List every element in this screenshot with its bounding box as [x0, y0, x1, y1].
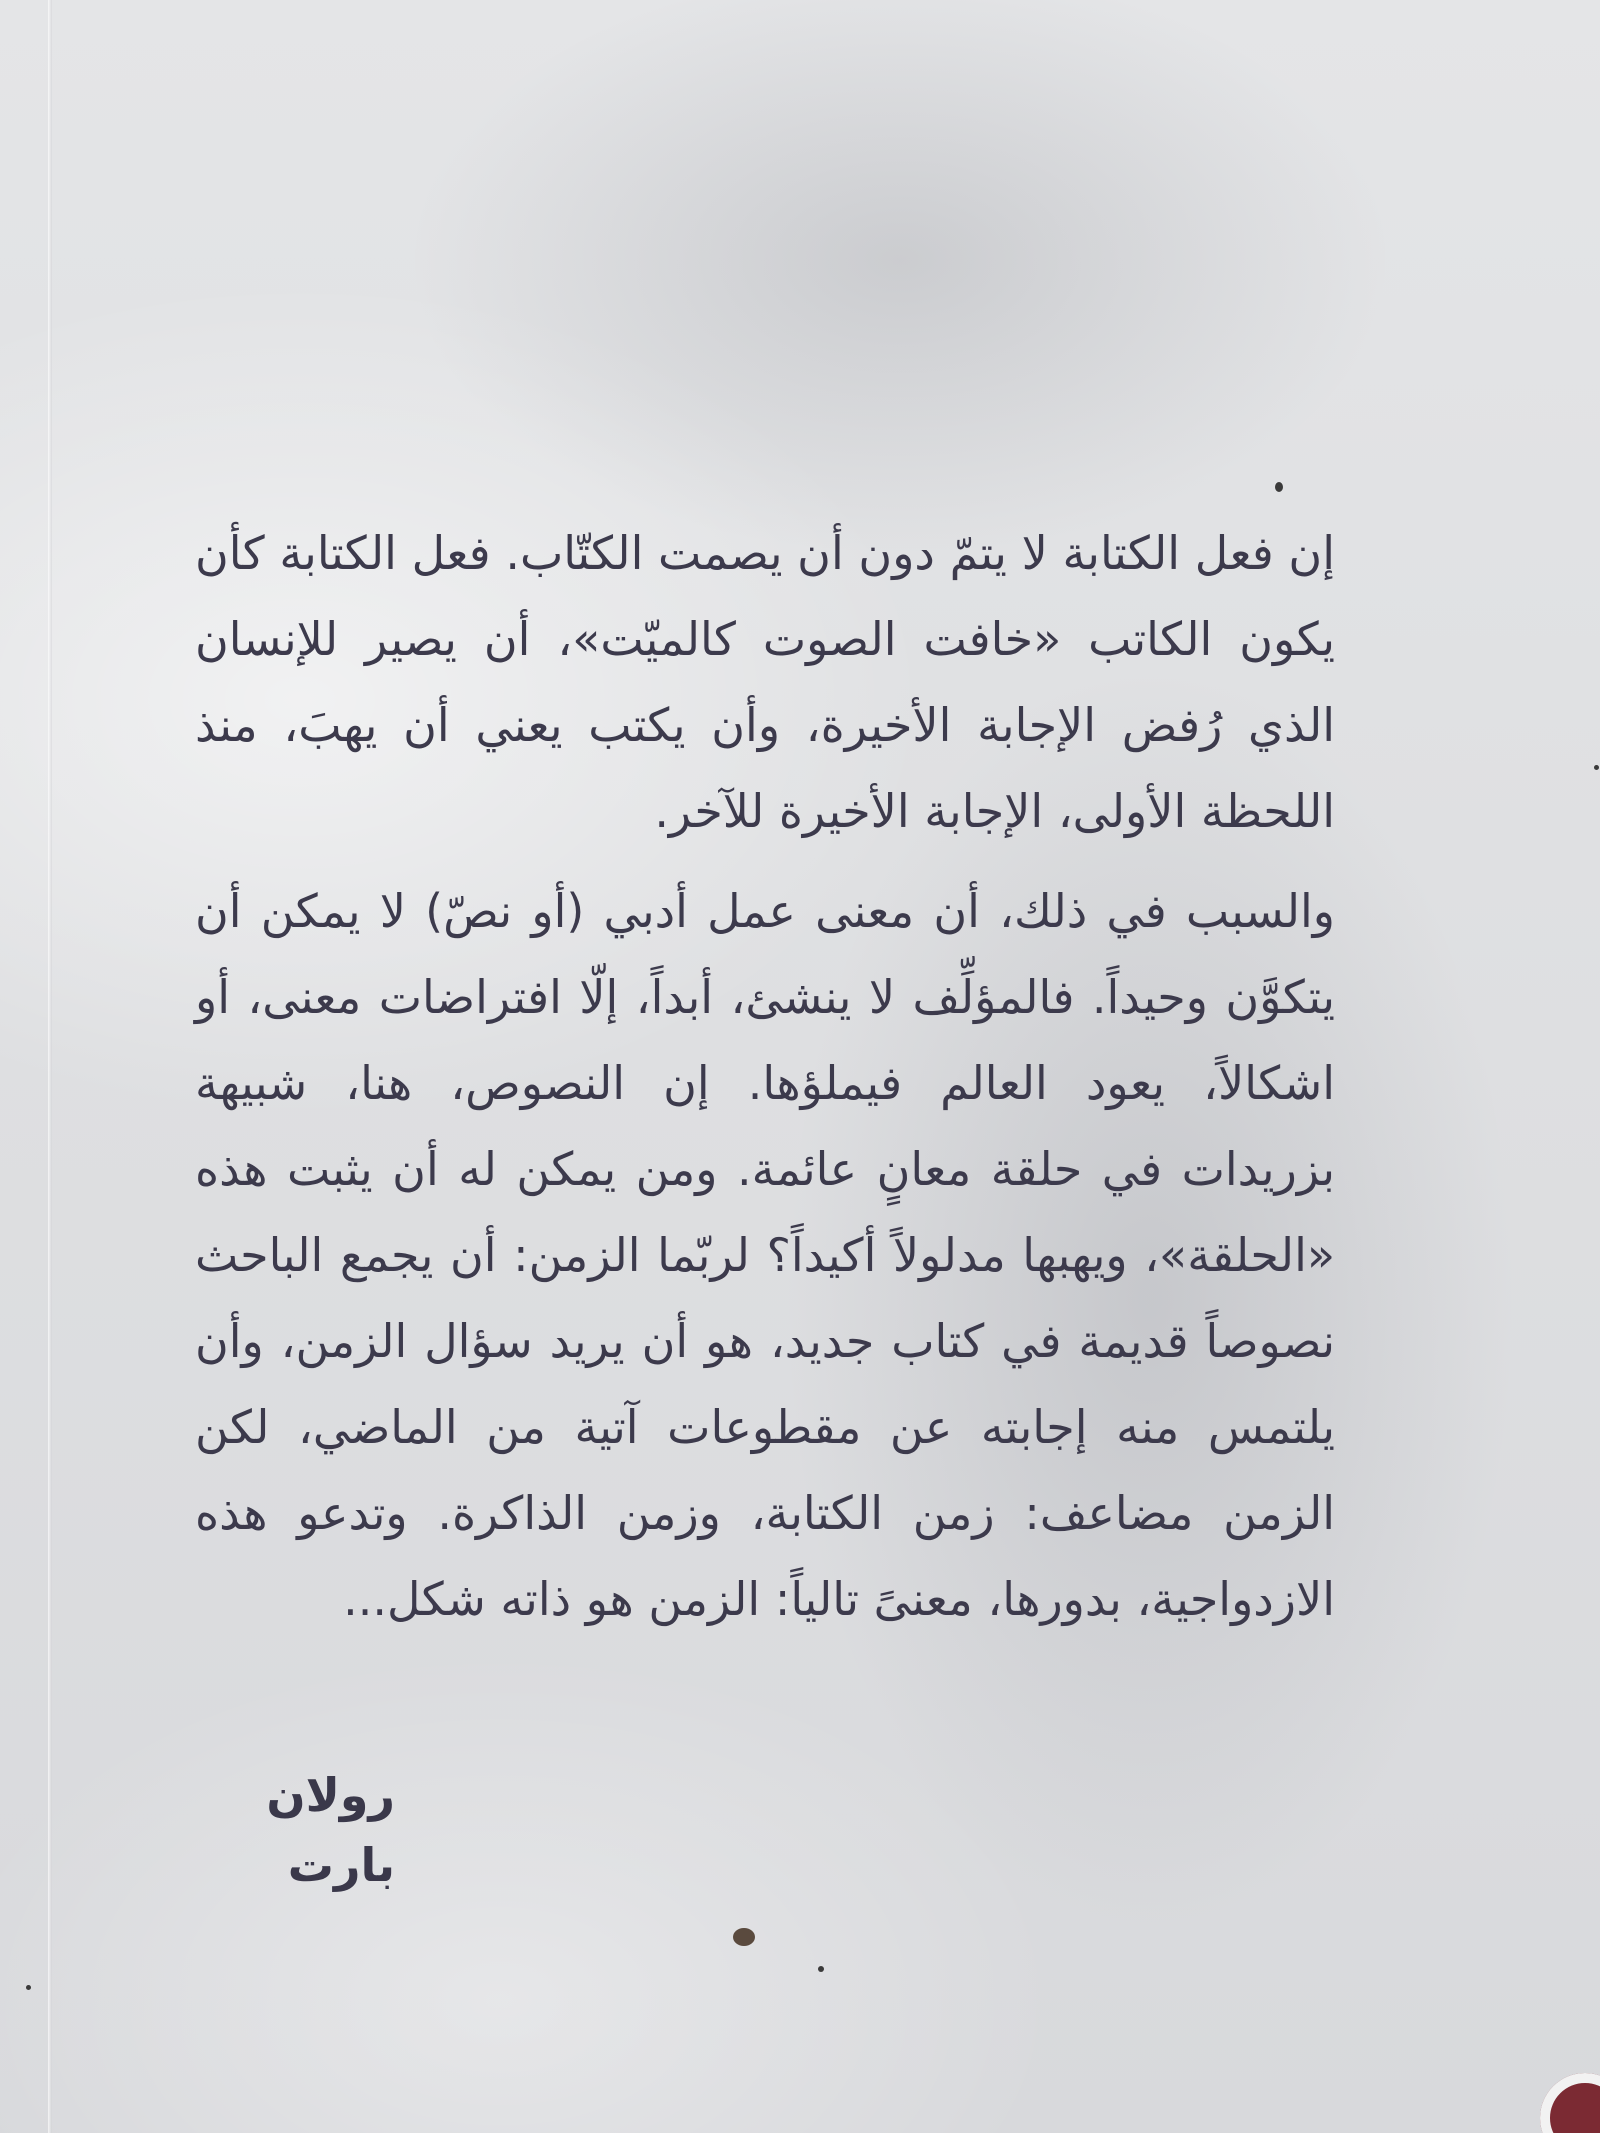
dust-speck: [818, 1966, 824, 1972]
corner-sticker: [1540, 2073, 1600, 2133]
dust-speck: [733, 1928, 755, 1946]
author-name: رولان بارت: [266, 1768, 395, 1892]
dust-speck: [26, 1985, 31, 1990]
page-spine-edge: [48, 0, 52, 2133]
paragraph-1: إن فعل الكتابة لا يتمّ دون أن يصمت الكتّاب. فعل الكتابة كأن يكون الكاتب «خافت الصوت كالميّت»، أن يصير للإنسان الذي رُفض الإجابة الأخيرة، وأن يكتب يعني أن يهبَ، منذ اللحظة الأولى، الإجابة الأخيرة للآخر.: [195, 526, 1335, 838]
paragraph-2: والسبب في ذلك، أن معنى عمل أدبي (أو نصّ) لا يمكن أن يتكوَّن وحيداً. فالمؤلِّف لا ينشئ، أبداً، إلّا افتراضات معنى، أو اشكالاً، يعود العالم فيملؤها. إن النصوص، هنا، شبيهة بزريدات في حلقة معانٍ عائمة. ومن يمكن له أن يثبت هذه «الحلقة»، ويهبها مدلولاً أكيداً؟ لربّما الزمن: أن يجمع الباحث نصوصاً قديمة في كتاب جديد، هو أن يريد سؤال الزمن، وأن يلتمس منه إجابته عن مقطوعات آتية من الماضي، لكن الزمن مضاعف: زمن الكتابة، وزمن الذاكرة. وتدعو هذه الازدواجية، بدورها، معنىً تالياً: الزمن هو ذاته شكل...: [195, 884, 1335, 1626]
dust-speck: [1594, 765, 1599, 770]
quote-text: [195, 510, 1335, 1642]
dust-speck: [1275, 482, 1283, 492]
